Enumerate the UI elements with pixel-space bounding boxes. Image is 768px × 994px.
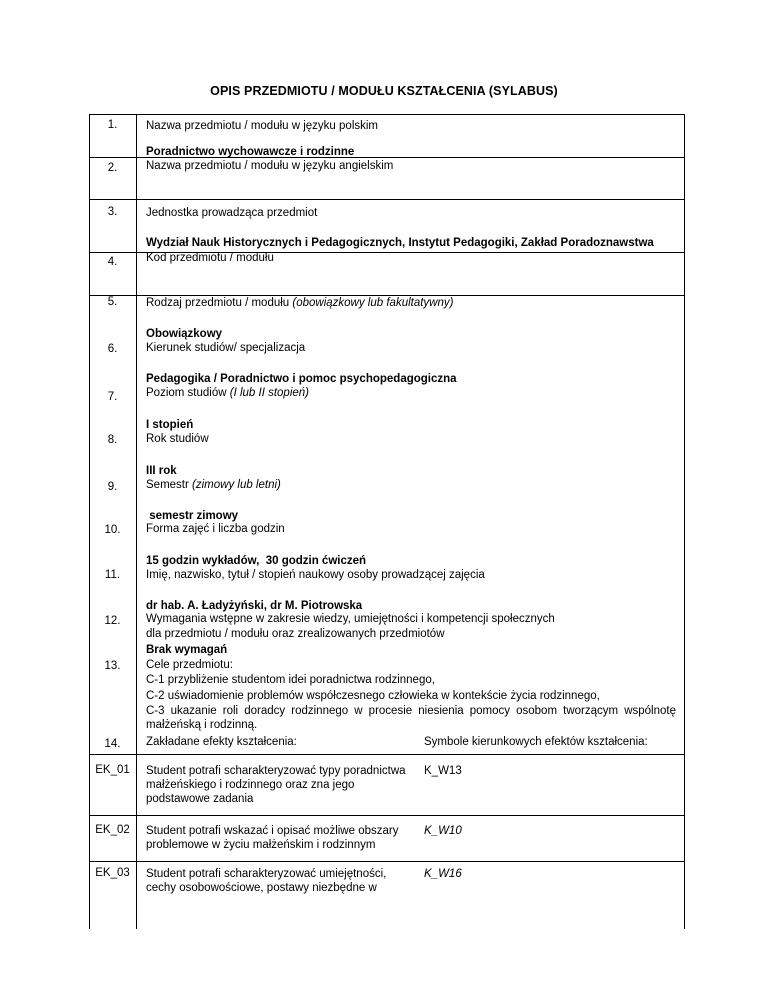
row-value-course-name-pl: Poradnictwo wychowawcze i rodzinne xyxy=(146,146,355,158)
effect-symbol: K_W16 xyxy=(424,868,462,880)
row-value-study-level: I stopień xyxy=(146,419,194,431)
table-divider-vertical xyxy=(136,114,137,929)
row-label-goals: Cele przedmiotu: xyxy=(146,659,233,671)
row-label-unit: Jednostka prowadząca przedmiot xyxy=(146,207,318,219)
row-value-lecturer: dr hab. A. Ładyżyński, dr M. Piotrowska xyxy=(146,600,363,612)
row-separator xyxy=(89,199,685,200)
effect-code: EK_01 xyxy=(95,764,130,776)
row-number: 14. xyxy=(104,738,121,750)
row-number: 13. xyxy=(104,660,121,672)
row-value-course-type: Obowiązkowy xyxy=(146,328,223,340)
goal-item: C-1 przybliżenie studentom idei poradnictwa rodzinnego, xyxy=(146,674,435,686)
row-label-course-name-en: Nazwa przedmiotu / modułu w języku angielskim xyxy=(146,160,394,172)
row-number: 5. xyxy=(107,296,118,308)
row-label-prerequisites-line-1: Wymagania wstępne w zakresie wiedzy, umiejętności i kompetencji społecznych xyxy=(146,613,555,625)
row-value-unit: Wydział Nauk Historycznych i Pedagogicznych, Instytut Pedagogiki, Zakład Poradoznawstwa xyxy=(146,237,654,249)
row-label-field-of-study: Kierunek studiów/ specjalizacja xyxy=(146,342,306,354)
row-label-year: Rok studiów xyxy=(146,433,209,445)
row-number: 8. xyxy=(107,434,118,446)
row-value-year: III rok xyxy=(146,465,177,477)
row-number: 2. xyxy=(107,162,118,174)
row-number: 3. xyxy=(107,206,118,218)
row-label-lecturer: Imię, nazwisko, tytuł / stopień naukowy osoby prowadzącej zajęcia xyxy=(146,569,485,581)
row-label-class-form: Forma zajęć i liczba godzin xyxy=(146,523,285,535)
row-number: 6. xyxy=(107,343,118,355)
row-label-study-level: Poziom studiów (I lub II stopień) xyxy=(146,387,310,399)
row-label-course-code: Kod przedmiotu / modułu xyxy=(146,252,274,264)
row-separator xyxy=(89,815,685,816)
row-number: 4. xyxy=(107,256,118,268)
effect-code: EK_02 xyxy=(95,824,130,836)
effect-description: Student potrafi wskazać i opisać możliwe obszary problemowe w życiu małżeńskim i rodzinnym xyxy=(146,825,399,851)
document-title: OPIS PRZEDMIOTU / MODUŁU KSZTAŁCENIA (SYLABUS) xyxy=(210,84,558,98)
row-label-prerequisites-line-2: dla przedmiotu / modułu oraz zrealizowanych przedmiotów xyxy=(146,628,445,640)
row-label-learning-outcomes: Zakładane efekty kształcenia: xyxy=(146,736,297,748)
row-value-class-form: 15 godzin wykładów, 30 godzin ćwiczeń xyxy=(146,555,367,567)
row-number: 7. xyxy=(107,391,118,403)
effect-code: EK_03 xyxy=(95,867,130,879)
row-separator xyxy=(89,754,685,755)
row-value-semester: semestr zimowy xyxy=(146,510,239,522)
row-label-course-name-pl: Nazwa przedmiotu / modułu w języku polskim xyxy=(146,120,379,132)
goal-item: C-3 ukazanie roli doradcy rodzinnego w procesie niesienia pomocy osobom tworzącym wspólnotę małżeńską i rodzinną. xyxy=(146,705,676,731)
row-number: 10. xyxy=(104,524,121,536)
row-label-semester: Semestr (zimowy lub letni) xyxy=(146,479,281,491)
row-separator xyxy=(89,861,685,862)
effect-description: Student potrafi scharakteryzować umiejętności, cechy osobowościowe, postawy niezbędne w xyxy=(146,868,387,894)
row-value-prerequisites: Brak wymagań xyxy=(146,644,228,656)
row-value-field-of-study: Pedagogika / Poradnictwo i pomoc psychopedagogiczna xyxy=(146,373,457,385)
row-number: 12. xyxy=(104,615,121,627)
effect-symbol: K_W10 xyxy=(424,825,462,837)
row-number: 9. xyxy=(107,481,118,493)
row-label-outcome-symbols: Symbole kierunkowych efektów kształcenia: xyxy=(424,736,648,748)
effect-symbol: K_W13 xyxy=(424,765,462,777)
goal-item: C-2 uświadomienie problemów współczesnego człowieka w kontekście życia rodzinnego, xyxy=(146,690,600,702)
row-number: 1. xyxy=(107,119,118,131)
effect-description: Student potrafi scharakteryzować typy poradnictwa małżeńskiego i rodzinnego oraz zna jego podstawowe zadania xyxy=(146,765,406,805)
row-label-course-type: Rodzaj przedmiotu / modułu (obowiązkowy lub fakultatywny) xyxy=(146,297,454,309)
row-number: 11. xyxy=(104,569,121,581)
